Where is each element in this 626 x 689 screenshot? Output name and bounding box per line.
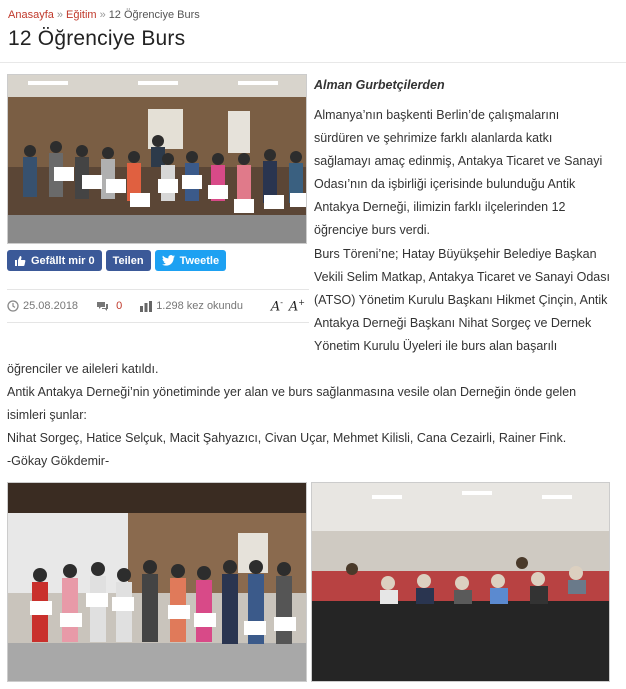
breadcrumb	[8, 9, 200, 21]
bar-chart-icon	[140, 301, 152, 312]
comment-count-text: 0	[116, 300, 123, 312]
font-increase-button[interactable]	[289, 298, 305, 314]
paragraph-1	[314, 104, 618, 242]
view-count	[140, 300, 243, 312]
plus-sign: +	[298, 297, 305, 307]
main-photo[interactable]	[7, 74, 307, 244]
like-label: Gefällt mir 0	[31, 254, 95, 267]
page-title: 12 Öğrenciye Burs	[8, 27, 186, 50]
publish-date	[7, 300, 78, 312]
article-author: -Gökay Gökdemir-	[7, 454, 110, 468]
font-decrease-button[interactable]	[271, 298, 283, 314]
text-line: Vekili Selim Matkap, Antakya Ticaret ve Sanayi Odası	[314, 270, 610, 284]
text-line: Antakya Derneği, ilimizin farklı ilçelerinden 12	[314, 200, 566, 214]
date-text: 25.08.2018	[23, 300, 79, 312]
minus-sign: -	[280, 297, 283, 307]
text-line: Almanya’nın başkenti Berlin’de çalışmalarını	[314, 108, 560, 122]
text-line: (ATSO) Yönetim Kurulu Başkanı Hikmet Çinçin, Antik	[314, 293, 608, 307]
article-subtitle: Alman Gurbetçilerden	[314, 78, 445, 92]
text-line: isimleri şunlar:	[7, 408, 87, 422]
breadcrumb-category-link[interactable]: Eğitim	[66, 9, 97, 21]
clock-icon	[7, 300, 19, 312]
text-line: Antakya Derneği Başkanı Nihat Sorgeç ve Dernek	[314, 316, 592, 330]
facebook-share-button[interactable]	[106, 250, 151, 271]
text-line: Odası’nın da işbirliği içerisinde bulunduğu Antik	[314, 177, 576, 191]
group-photo-illustration	[8, 75, 307, 244]
thumbs-up-icon	[14, 255, 26, 267]
comments-count[interactable]	[96, 300, 122, 312]
text-line: Yönetim Kurulu Üyeleri ile burs alan başarılı	[314, 339, 558, 353]
text-line: Burs Töreni’ne; Hatay Büyükşehir Belediye Başkan	[314, 247, 597, 261]
share-bar	[7, 250, 226, 272]
breadcrumb-separator: »	[56, 9, 63, 21]
students-photo-illustration	[8, 483, 307, 682]
gallery-photo-2[interactable]	[311, 482, 610, 682]
facebook-like-button[interactable]	[7, 250, 102, 271]
breadcrumb-current: 12 Öğrenciye Burs	[108, 9, 200, 21]
text-line: sağlamayı amaç edinmiş, Antakya Ticaret ve Sanayi	[314, 154, 603, 168]
font-size-controls	[271, 298, 305, 314]
font-increase-letter: A	[288, 299, 299, 315]
views-text: 1.298 kez okundu	[156, 300, 244, 312]
text-line: öğrenciler ve aileleri katıldı.	[7, 362, 159, 376]
gallery-photo-1[interactable]	[7, 482, 307, 682]
text-line: öğrenciye burs verdi.	[314, 223, 431, 237]
audience-photo-illustration	[312, 483, 610, 682]
breadcrumb-home-link[interactable]: Anasayfa	[8, 9, 54, 21]
article-meta	[7, 289, 309, 323]
twitter-icon	[162, 255, 175, 266]
title-divider	[0, 62, 626, 63]
text-line: sürdüren ve şehrimize farklı alanlarda katkı	[314, 131, 553, 145]
font-decrease-letter: A	[270, 299, 281, 315]
tweet-label: Tweetle	[179, 254, 220, 267]
tweet-button[interactable]	[155, 250, 227, 271]
breadcrumb-separator: »	[99, 9, 106, 21]
paragraph-2	[314, 243, 618, 358]
text-line: Antik Antakya Derneği’nin yönetiminde yer alan ve burs sağlanmasına vesile olan Derneğin önde gelen	[7, 385, 577, 399]
text-line: Nihat Sorgeç, Hatice Selçuk, Macit Şahyazıcı, Civan Uçar, Mehmet Kilisli, Cana Cezairli, Rainer Fink.	[7, 431, 567, 445]
comment-icon	[96, 301, 109, 312]
share-label: Teilen	[112, 254, 144, 267]
